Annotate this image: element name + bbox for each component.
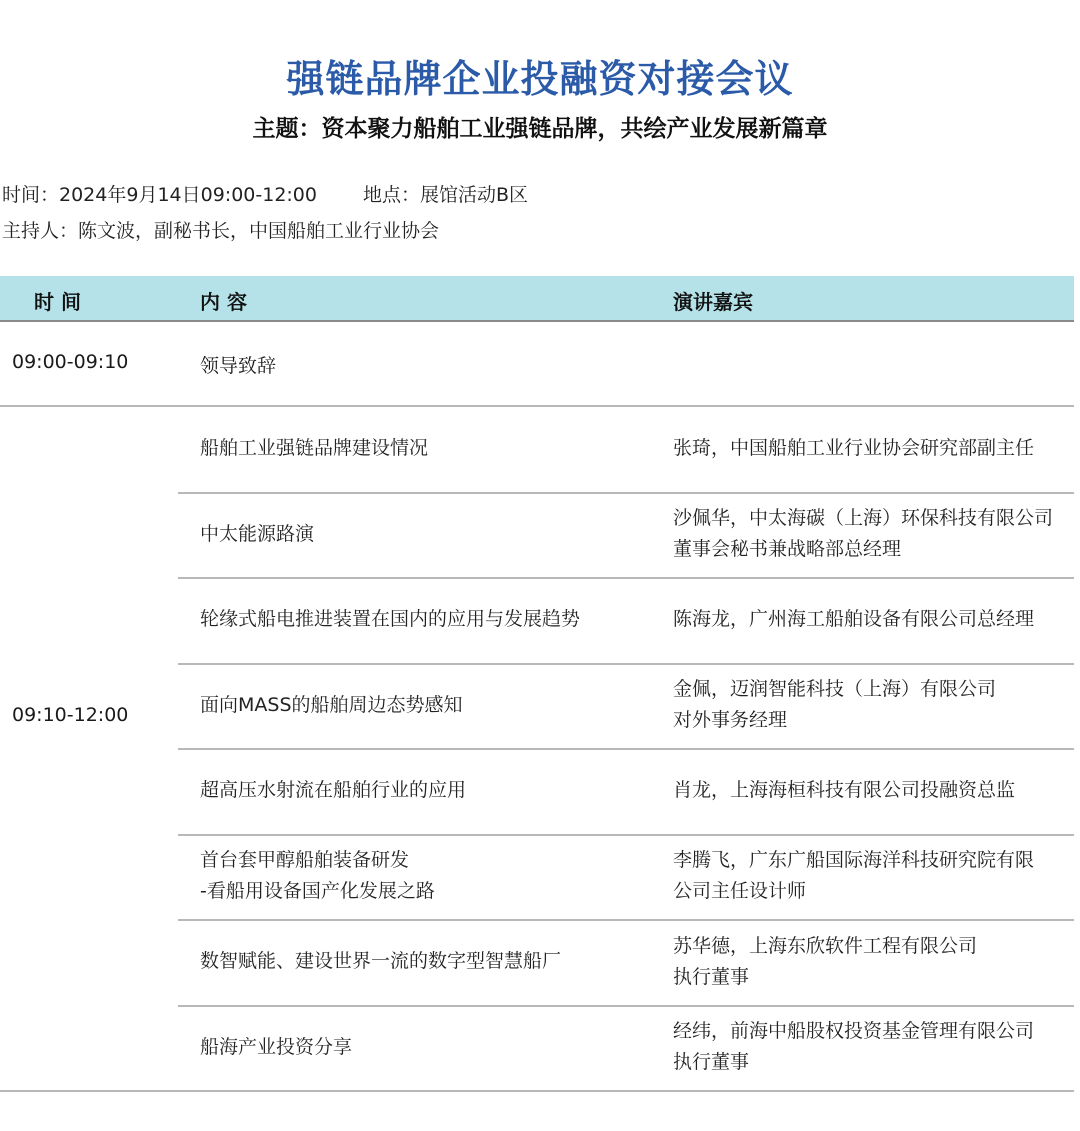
meta-line bbox=[2, 180, 528, 207]
table-row bbox=[0, 492, 1074, 578]
row-content bbox=[200, 845, 435, 907]
row-speaker-line: 执行董事 bbox=[673, 965, 750, 988]
row-speaker-line: 执行董事 bbox=[673, 1051, 750, 1074]
row-speaker-line: 对外事务经理 bbox=[673, 709, 788, 732]
meta-place: 地点：展馆活动B区 bbox=[363, 184, 529, 206]
row-content-line: 船舶工业强链品牌建设情况 bbox=[200, 437, 429, 460]
row-content bbox=[200, 604, 580, 635]
row-speaker-line: 李腾飞，广东广船国际海洋科技研究院有限 bbox=[673, 849, 1035, 872]
row-speaker-line: 公司主任设计师 bbox=[673, 880, 807, 903]
row-content-line: 船海产业投资分享 bbox=[200, 1035, 353, 1058]
row-speaker bbox=[673, 931, 977, 993]
row-speaker bbox=[673, 604, 1034, 635]
table-row bbox=[0, 663, 1074, 749]
row-content-line: 中太能源路演 bbox=[200, 522, 315, 545]
table-row bbox=[0, 1005, 1074, 1091]
table-header bbox=[0, 276, 1074, 322]
row-speaker-line: 经纬，前海中船股权投资基金管理有限公司 bbox=[673, 1020, 1035, 1043]
opening-content: 领导致辞 bbox=[200, 355, 277, 377]
page-title: 强链品牌企业投融资对接会议 bbox=[286, 56, 794, 101]
table-row bbox=[0, 406, 1074, 492]
row-speaker bbox=[673, 503, 1053, 565]
row-content bbox=[200, 946, 561, 977]
row-content bbox=[200, 519, 314, 550]
row-speaker-line: 陈海龙，广州海工船舶设备有限公司总经理 bbox=[673, 608, 1035, 631]
row-speaker bbox=[673, 674, 996, 736]
table-row bbox=[0, 577, 1074, 663]
row-content bbox=[200, 775, 466, 806]
session-time: 09:10-12:00 bbox=[12, 704, 129, 726]
row-speaker-line: 苏华德，上海东欣软件工程有限公司 bbox=[673, 934, 978, 957]
row-speaker-line: 董事会秘书兼战略部总经理 bbox=[673, 538, 902, 561]
row-speaker-line: 金佩，迈润智能科技（上海）有限公司 bbox=[673, 678, 997, 701]
row-speaker bbox=[673, 433, 1034, 464]
table-row bbox=[0, 919, 1074, 1005]
row-speaker-line: 肖龙，上海海桓科技有限公司投融资总监 bbox=[673, 779, 1016, 802]
row-speaker bbox=[673, 1016, 1034, 1078]
row-content-line: 面向MASS的船舶周边态势感知 bbox=[200, 693, 463, 716]
page-subtitle: 主题：资本聚力船舶工业强链品牌，共绘产业发展新篇章 bbox=[252, 116, 828, 142]
table-row bbox=[0, 748, 1074, 834]
opening-time: 09:00-09:10 bbox=[12, 351, 129, 373]
row-content-line: -看船用设备国产化发展之路 bbox=[200, 880, 435, 903]
row-speaker bbox=[673, 775, 1015, 806]
header-speaker: 演讲嘉宾 bbox=[673, 290, 753, 314]
row-speaker-line: 张琦，中国船舶工业行业协会研究部副主任 bbox=[673, 437, 1035, 460]
row-content-line: 数智赋能、建设世界一流的数字型智慧船厂 bbox=[200, 950, 562, 973]
header-content: 内 容 bbox=[200, 290, 247, 314]
row-content bbox=[200, 1032, 352, 1063]
row-content bbox=[200, 690, 463, 721]
meta-time: 时间：2024年9月14日09:00-12:00 bbox=[2, 184, 317, 206]
row-content-line: 轮缘式船电推进装置在国内的应用与发展趋势 bbox=[200, 608, 581, 631]
table-row bbox=[0, 834, 1074, 920]
row-content-line: 首台套甲醇船舶装备研发 bbox=[200, 849, 410, 872]
row-content bbox=[200, 433, 428, 464]
row-content-line: 超高压水射流在船舶行业的应用 bbox=[200, 779, 467, 802]
row-speaker-line: 沙佩华，中太海碳（上海）环保科技有限公司 bbox=[673, 507, 1054, 530]
header-time: 时 间 bbox=[34, 290, 81, 314]
row-divider bbox=[0, 1090, 1074, 1092]
meta-host: 主持人：陈文波，副秘书长，中国船舶工业行业协会 bbox=[2, 220, 440, 242]
row-speaker bbox=[673, 845, 1034, 907]
